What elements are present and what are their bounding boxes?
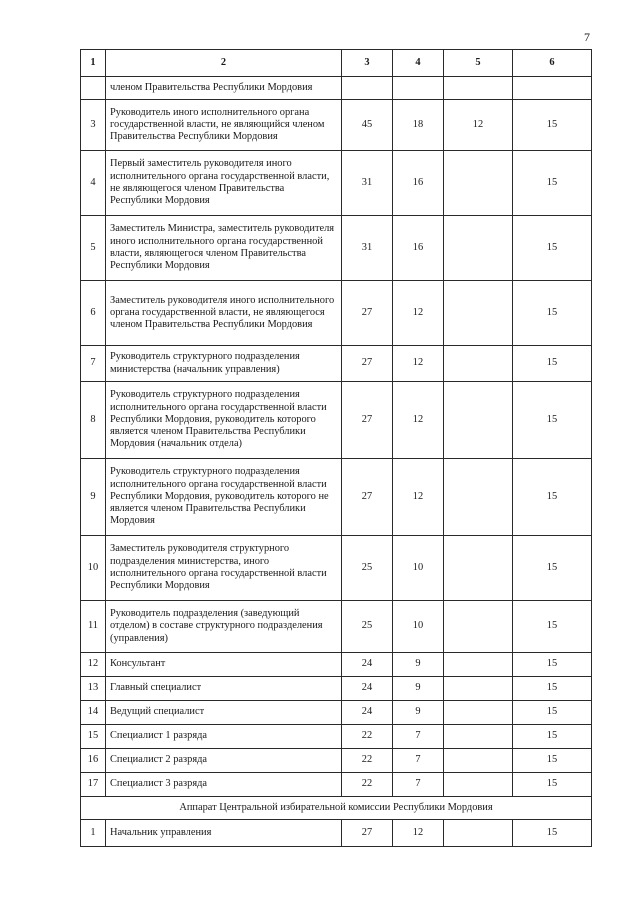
cell-col3: 25 bbox=[342, 536, 393, 601]
cell-col5 bbox=[444, 773, 513, 797]
cell-col5 bbox=[444, 382, 513, 459]
cell-col3: 27 bbox=[342, 281, 393, 346]
column-header: 2 bbox=[106, 50, 342, 77]
table-row bbox=[81, 151, 592, 216]
cell-col4: 7 bbox=[393, 749, 444, 773]
row-number: 1 bbox=[81, 820, 106, 847]
page-number: 7 bbox=[584, 30, 590, 44]
position-title: Начальник управления bbox=[106, 820, 342, 847]
position-title: Первый заместитель руководителя иного исполнительного органа государственной власти, не являющегося членом Правительства Республики Мордовия bbox=[106, 151, 342, 216]
cell-col4: 7 bbox=[393, 773, 444, 797]
cell-col5 bbox=[444, 459, 513, 536]
cell-col6: 15 bbox=[513, 653, 592, 677]
table-row bbox=[81, 382, 592, 459]
position-title: Руководитель структурного подразделения министерства (начальник управления) bbox=[106, 346, 342, 382]
cell-col6: 15 bbox=[513, 216, 592, 281]
row-number: 6 bbox=[81, 281, 106, 346]
cell-col6: 15 bbox=[513, 773, 592, 797]
row-number: 5 bbox=[81, 216, 106, 281]
position-title: Руководитель структурного подразделения исполнительного органа государственной власти Республики Мордовия, руководитель которого является членом Правительства Республики Мордовия (начальник отдела) bbox=[106, 382, 342, 459]
cell-col4: 12 bbox=[393, 820, 444, 847]
cell-col4: 10 bbox=[393, 536, 444, 601]
row-number: 13 bbox=[81, 677, 106, 701]
position-title: Руководитель структурного подразделения исполнительного органа государственной власти Республики Мордовия, руководитель которого не является членом Правительства Республики Мордовия bbox=[106, 459, 342, 536]
cell-col4: 9 bbox=[393, 677, 444, 701]
table-row bbox=[81, 653, 592, 677]
cell-col3: 45 bbox=[342, 100, 393, 151]
position-title: членом Правительства Республики Мордовия bbox=[106, 77, 342, 100]
cell-col5 bbox=[444, 701, 513, 725]
section-header-row bbox=[81, 797, 592, 820]
cell-col5 bbox=[444, 820, 513, 847]
cell-col4: 9 bbox=[393, 701, 444, 725]
cell-col5 bbox=[444, 677, 513, 701]
table-row bbox=[81, 749, 592, 773]
row-number: 14 bbox=[81, 701, 106, 725]
cell-col3: 27 bbox=[342, 820, 393, 847]
cell-col3: 31 bbox=[342, 216, 393, 281]
row-number: 17 bbox=[81, 773, 106, 797]
table-row bbox=[81, 100, 592, 151]
cell-col5 bbox=[444, 725, 513, 749]
cell-col3: 22 bbox=[342, 773, 393, 797]
cell-col6: 15 bbox=[513, 536, 592, 601]
row-number: 12 bbox=[81, 653, 106, 677]
position-title: Заместитель Министра, заместитель руководителя иного исполнительного органа государственной власти, являющегося членом Правительства Республики Мордовия bbox=[106, 216, 342, 281]
cell-col4: 12 bbox=[393, 459, 444, 536]
position-title: Специалист 3 разряда bbox=[106, 773, 342, 797]
cell-col6: 15 bbox=[513, 749, 592, 773]
cell-col6: 15 bbox=[513, 701, 592, 725]
row-number bbox=[81, 77, 106, 100]
cell-col3: 22 bbox=[342, 749, 393, 773]
cell-col3 bbox=[342, 77, 393, 100]
column-header: 5 bbox=[444, 50, 513, 77]
table-row bbox=[81, 701, 592, 725]
salary-table bbox=[80, 49, 592, 847]
row-number: 16 bbox=[81, 749, 106, 773]
cell-col3: 24 bbox=[342, 677, 393, 701]
position-title: Заместитель руководителя иного исполнительного органа государственной власти, не являющегося членом Правительства Республики Мордовия bbox=[106, 281, 342, 346]
table-row bbox=[81, 725, 592, 749]
column-header: 1 bbox=[81, 50, 106, 77]
cell-col3: 27 bbox=[342, 382, 393, 459]
cell-col3: 27 bbox=[342, 459, 393, 536]
column-header: 6 bbox=[513, 50, 592, 77]
cell-col3: 27 bbox=[342, 346, 393, 382]
section-title: Аппарат Центральной избирательной комиссии Республики Мордовия bbox=[81, 797, 592, 820]
cell-col5 bbox=[444, 749, 513, 773]
cell-col6: 15 bbox=[513, 677, 592, 701]
cell-col5 bbox=[444, 77, 513, 100]
cell-col3: 24 bbox=[342, 701, 393, 725]
row-number: 11 bbox=[81, 601, 106, 653]
table-row bbox=[81, 346, 592, 382]
cell-col5 bbox=[444, 281, 513, 346]
row-number: 7 bbox=[81, 346, 106, 382]
table-row bbox=[81, 601, 592, 653]
cell-col6: 15 bbox=[513, 601, 592, 653]
cell-col6: 15 bbox=[513, 382, 592, 459]
table-row bbox=[81, 773, 592, 797]
position-title: Специалист 2 разряда bbox=[106, 749, 342, 773]
cell-col4: 7 bbox=[393, 725, 444, 749]
cell-col4: 16 bbox=[393, 151, 444, 216]
row-number: 8 bbox=[81, 382, 106, 459]
position-title: Заместитель руководителя структурного подразделения министерства, иного исполнительного органа государственной власти Республики Мордовия bbox=[106, 536, 342, 601]
column-header: 3 bbox=[342, 50, 393, 77]
cell-col4: 12 bbox=[393, 346, 444, 382]
cell-col3: 31 bbox=[342, 151, 393, 216]
cell-col3: 25 bbox=[342, 601, 393, 653]
table-row bbox=[81, 216, 592, 281]
position-title: Специалист 1 разряда bbox=[106, 725, 342, 749]
row-number: 10 bbox=[81, 536, 106, 601]
row-number: 9 bbox=[81, 459, 106, 536]
cell-col5 bbox=[444, 151, 513, 216]
cell-col5 bbox=[444, 653, 513, 677]
table-row bbox=[81, 536, 592, 601]
cell-col6: 15 bbox=[513, 151, 592, 216]
cell-col6 bbox=[513, 77, 592, 100]
cell-col6: 15 bbox=[513, 725, 592, 749]
cell-col3: 24 bbox=[342, 653, 393, 677]
cell-col6: 15 bbox=[513, 346, 592, 382]
position-title: Главный специалист bbox=[106, 677, 342, 701]
table-row bbox=[81, 820, 592, 847]
table-row bbox=[81, 459, 592, 536]
table-header-row bbox=[81, 50, 592, 77]
table-row bbox=[81, 77, 592, 100]
cell-col4 bbox=[393, 77, 444, 100]
table-row bbox=[81, 281, 592, 346]
cell-col6: 15 bbox=[513, 100, 592, 151]
row-number: 4 bbox=[81, 151, 106, 216]
cell-col4: 12 bbox=[393, 281, 444, 346]
cell-col6: 15 bbox=[513, 820, 592, 847]
position-title: Руководитель иного исполнительного органа государственной власти, не являющийся членом Правительства Республики Мордовия bbox=[106, 100, 342, 151]
cell-col5 bbox=[444, 216, 513, 281]
cell-col5: 12 bbox=[444, 100, 513, 151]
cell-col4: 12 bbox=[393, 382, 444, 459]
cell-col5 bbox=[444, 346, 513, 382]
cell-col4: 16 bbox=[393, 216, 444, 281]
cell-col4: 10 bbox=[393, 601, 444, 653]
cell-col5 bbox=[444, 536, 513, 601]
column-header: 4 bbox=[393, 50, 444, 77]
cell-col4: 18 bbox=[393, 100, 444, 151]
position-title: Консультант bbox=[106, 653, 342, 677]
cell-col4: 9 bbox=[393, 653, 444, 677]
cell-col5 bbox=[444, 601, 513, 653]
cell-col6: 15 bbox=[513, 281, 592, 346]
cell-col3: 22 bbox=[342, 725, 393, 749]
table-row bbox=[81, 677, 592, 701]
row-number: 3 bbox=[81, 100, 106, 151]
position-title: Руководитель подразделения (заведующий отделом) в составе структурного подразделения (управления) bbox=[106, 601, 342, 653]
cell-col6: 15 bbox=[513, 459, 592, 536]
position-title: Ведущий специалист bbox=[106, 701, 342, 725]
row-number: 15 bbox=[81, 725, 106, 749]
